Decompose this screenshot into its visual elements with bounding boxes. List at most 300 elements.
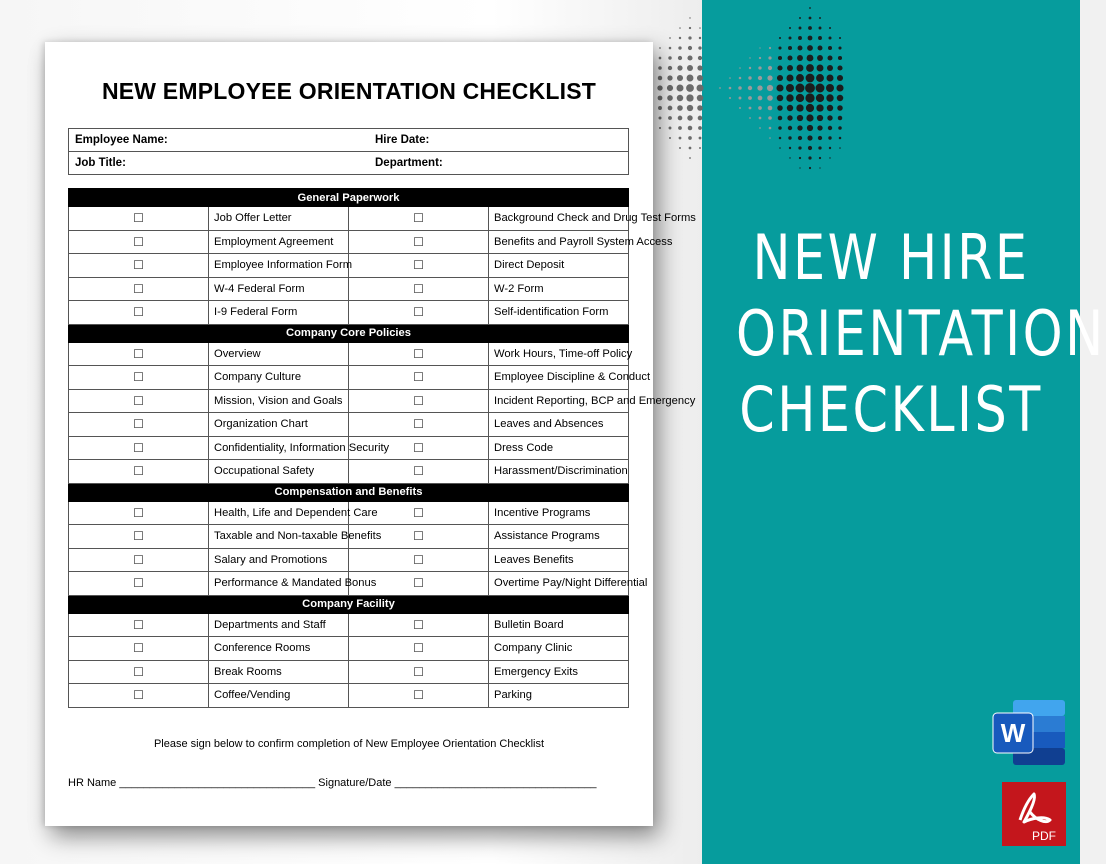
halftone-dot (677, 65, 682, 70)
checklist-item-label: Mission, Vision and Goals (209, 389, 349, 413)
halftone-dot (667, 85, 673, 91)
employee-name-field[interactable]: Employee Name: (69, 129, 370, 152)
halftone-dot (837, 75, 843, 81)
checklist-row (69, 525, 629, 549)
halftone-dot (819, 17, 821, 19)
halftone-dot (687, 65, 693, 71)
halftone-dot (687, 105, 693, 111)
halftone-dot (788, 136, 791, 139)
halftone-dot (817, 115, 823, 121)
halftone-dot (779, 147, 781, 149)
halftone-dot (808, 26, 812, 30)
halftone-dot (697, 65, 702, 70)
halftone-dot (817, 65, 824, 72)
checkbox[interactable]: ☐ (349, 548, 489, 572)
halftone-dot (777, 95, 784, 102)
halftone-dot (698, 56, 702, 60)
halftone-dot (818, 46, 823, 51)
checkbox[interactable]: ☐ (349, 230, 489, 254)
checklist-item-label: Job Offer Letter (209, 207, 349, 231)
halftone-dot (818, 36, 822, 40)
checkbox[interactable]: ☐ (349, 436, 489, 460)
halftone-dot (739, 67, 741, 69)
halftone-dot (817, 125, 822, 130)
checklist-row (69, 277, 629, 301)
halftone-dot (688, 136, 692, 140)
halftone-dot (687, 55, 692, 60)
pdf-label: PDF (1032, 829, 1056, 843)
halftone-dot (679, 27, 681, 29)
halftone-dot (667, 95, 673, 101)
section-title: General Paperwork (69, 189, 629, 207)
halftone-dot (688, 46, 692, 50)
halftone-dot (779, 137, 782, 140)
checkbox[interactable]: ☐ (349, 684, 489, 708)
checklist-item-label: Coffee/Vending (209, 684, 349, 708)
halftone-dot (749, 117, 751, 119)
halftone-dot (809, 167, 811, 169)
checklist-item-label: Emergency Exits (489, 660, 629, 684)
checklist-item-label: Performance & Mandated Bonus (209, 572, 349, 596)
halftone-dot (807, 135, 812, 140)
checklist-item-label: Overview (209, 342, 349, 366)
banner-line-2: ORIENTATION (736, 297, 1106, 370)
halftone-dot (799, 167, 800, 168)
checkbox[interactable]: ☐ (69, 613, 209, 637)
halftone-dot (777, 65, 782, 70)
halftone-dot (789, 27, 791, 29)
checkbox[interactable]: ☐ (69, 525, 209, 549)
halftone-dot (686, 84, 694, 92)
halftone-dot (738, 86, 742, 90)
halftone-dot (658, 106, 662, 110)
checkbox[interactable]: ☐ (69, 501, 209, 525)
halftone-dot (659, 57, 662, 60)
checklist-item-label: Leaves and Absences (489, 413, 629, 437)
checklist-item-label: I-9 Federal Form (209, 301, 349, 325)
halftone-dot (837, 95, 844, 102)
halftone-dot (798, 36, 802, 40)
halftone-dot (758, 76, 762, 80)
checklist-item-label: Incident Reporting, BCP and Emergency (489, 389, 629, 413)
halftone-dot (816, 94, 824, 102)
banner-line-1: NEW HIRE (752, 221, 1030, 294)
halftone-dot (678, 56, 682, 60)
halftone-dot (729, 77, 731, 79)
checklist-row (69, 436, 629, 460)
checkbox[interactable]: ☐ (349, 342, 489, 366)
word-icon (993, 698, 1067, 768)
halftone-dot (668, 56, 671, 59)
halftone-dot (767, 85, 773, 91)
checklist-item-label: Bulletin Board (489, 613, 629, 637)
halftone-dot (805, 83, 815, 93)
section-header (69, 324, 629, 342)
halftone-dot (678, 126, 682, 130)
halftone-dot (678, 116, 683, 121)
section-header (69, 595, 629, 613)
checklist-row (69, 660, 629, 684)
halftone-dot (816, 84, 825, 93)
pdf-icon (1002, 782, 1066, 846)
checklist-item-label: Employee Information Form (209, 254, 349, 278)
halftone-dot (776, 84, 783, 91)
employee-info-table (68, 128, 629, 175)
checklist-row (69, 501, 629, 525)
halftone-dot (748, 96, 752, 100)
checklist-item-label: Conference Rooms (209, 637, 349, 661)
halftone-dot (678, 46, 681, 49)
halftone-dot (748, 86, 752, 90)
checklist-item-label: W-4 Federal Form (209, 277, 349, 301)
checklist-item-label: Employment Agreement (209, 230, 349, 254)
halftone-dot (805, 93, 814, 102)
halftone-dot (786, 94, 793, 101)
checklist-row (69, 684, 629, 708)
checkbox[interactable]: ☐ (349, 460, 489, 484)
halftone-dot (787, 65, 793, 71)
checklist-item-label: Assistance Programs (489, 525, 629, 549)
halftone-dot (688, 36, 691, 39)
checkbox[interactable]: ☐ (349, 637, 489, 661)
halftone-dot (699, 27, 701, 29)
halftone-dot (827, 65, 833, 71)
halftone-dot (838, 56, 842, 60)
halftone-dot (828, 56, 833, 61)
halftone-dot (828, 126, 832, 130)
halftone-dot (798, 136, 802, 140)
checkbox[interactable]: ☐ (69, 254, 209, 278)
checklist-row (69, 613, 629, 637)
halftone-dot (786, 84, 794, 92)
halftone-dot (698, 116, 703, 121)
halftone-dot (729, 97, 731, 99)
signature-line[interactable]: HR Name ________________________________ Signature/Date _________________________________ (68, 777, 597, 789)
halftone-dot (839, 37, 841, 39)
halftone-dot (787, 115, 792, 120)
halftone-dot (658, 96, 663, 101)
halftone-dot (757, 85, 762, 90)
document-title: NEW EMPLOYEE ORIENTATION CHECKLIST (101, 78, 597, 104)
halftone-dot (669, 137, 671, 139)
halftone-dot (778, 56, 782, 60)
checklist-item-label: Self-identification Form (489, 301, 629, 325)
halftone-dot (769, 127, 772, 130)
halftone-dot (808, 36, 813, 41)
checkbox[interactable]: ☐ (349, 413, 489, 437)
checkbox[interactable]: ☐ (349, 501, 489, 525)
halftone-dot (816, 74, 824, 82)
halftone-dot (777, 105, 783, 111)
checklist-item-label: Employee Discipline & Conduct (489, 366, 629, 390)
halftone-dot (817, 55, 823, 61)
department-field[interactable]: Department: (369, 152, 629, 175)
halftone-dot (687, 75, 694, 82)
halftone-dot (809, 7, 811, 9)
checkbox[interactable]: ☐ (349, 525, 489, 549)
checklist-row (69, 254, 629, 278)
halftone-dot (798, 146, 801, 149)
checklist-item-label: Leaves Benefits (489, 548, 629, 572)
halftone-dot (749, 57, 750, 58)
checkbox[interactable]: ☐ (69, 436, 209, 460)
halftone-dot (799, 157, 801, 159)
halftone-dot (819, 27, 822, 30)
halftone-dot (739, 107, 741, 109)
checklist-row (69, 301, 629, 325)
halftone-dot (759, 117, 762, 120)
checklist-row (69, 548, 629, 572)
halftone-dot (658, 76, 662, 80)
halftone-dot (759, 127, 761, 129)
checkbox[interactable]: ☐ (349, 389, 489, 413)
halftone-dot (799, 17, 801, 19)
halftone-dot (839, 137, 842, 140)
halftone-dot (729, 87, 732, 90)
checklist-row (69, 460, 629, 484)
halftone-dot (749, 107, 752, 110)
halftone-dot (797, 125, 802, 130)
halftone-dot (739, 77, 742, 80)
checklist-item-label: Company Culture (209, 366, 349, 390)
checkbox[interactable]: ☐ (69, 660, 209, 684)
halftone-dot (758, 66, 761, 69)
halftone-dot (826, 94, 833, 101)
halftone-dot (659, 47, 661, 49)
halftone-dot (808, 156, 811, 159)
halftone-dot (797, 65, 804, 72)
checklist-item-label: Background Check and Drug Test Forms (489, 207, 629, 231)
halftone-dot (796, 74, 804, 82)
checklist-item-label: Work Hours, Time-off Policy (489, 342, 629, 366)
halftone-dot (797, 115, 803, 121)
halftone-dot (698, 46, 701, 49)
checkbox[interactable]: ☐ (69, 366, 209, 390)
halftone-dot (719, 87, 721, 89)
checklist-row (69, 207, 629, 231)
banner-heading (736, 220, 1106, 448)
checkbox[interactable]: ☐ (349, 301, 489, 325)
halftone-dot (828, 46, 832, 50)
halftone-dot (828, 136, 831, 139)
halftone-dots-decoration (620, 0, 860, 200)
halftone-dot (689, 147, 692, 150)
halftone-dot (658, 66, 662, 70)
halftone-dot (827, 115, 832, 120)
section-title: Compensation and Benefits (69, 483, 629, 501)
halftone-dot (659, 117, 662, 120)
checkbox[interactable]: ☐ (69, 548, 209, 572)
halftone-dot (748, 76, 751, 79)
halftone-dot (669, 127, 672, 130)
halftone-dot (836, 84, 843, 91)
halftone-dot (739, 97, 742, 100)
confirmation-text: Please sign below to confirm completion of New Employee Orientation Checklist (153, 738, 545, 750)
halftone-dot (829, 157, 830, 158)
halftone-dot (779, 37, 781, 39)
halftone-dot (759, 57, 761, 59)
halftone-dot (689, 17, 690, 18)
halftone-dot (669, 47, 672, 50)
halftone-dot (788, 46, 792, 50)
checkbox[interactable]: ☐ (69, 207, 209, 231)
halftone-dot (659, 127, 661, 129)
checklist-row (69, 342, 629, 366)
halftone-dot (697, 105, 703, 111)
checklist-item-label: Dress Code (489, 436, 629, 460)
halftone-dot (829, 37, 832, 40)
checkbox[interactable]: ☐ (349, 277, 489, 301)
halftone-dot (668, 106, 673, 111)
checkbox[interactable]: ☐ (349, 254, 489, 278)
section-header (69, 189, 629, 207)
checklist-row (69, 389, 629, 413)
section-header (69, 483, 629, 501)
checklist-item-label: Confidentiality, Information Security (209, 436, 349, 460)
halftone-dot (768, 116, 772, 120)
halftone-dot (769, 47, 771, 49)
checkbox[interactable]: ☐ (349, 572, 489, 596)
checkbox[interactable]: ☐ (69, 342, 209, 366)
halftone-dot (788, 56, 793, 61)
halftone-dot (688, 126, 693, 131)
halftone-dot (698, 126, 702, 130)
checklist-item-label: Taxable and Non-taxable Benefits (209, 525, 349, 549)
halftone-dot (668, 66, 672, 70)
checklist-item-label: Break Rooms (209, 660, 349, 684)
checklist-item-label: Harassment/Discrimination (489, 460, 629, 484)
halftone-dot (768, 56, 771, 59)
checklist-table (68, 188, 696, 708)
job-title-field[interactable]: Job Title: (69, 152, 370, 175)
checkbox[interactable]: ☐ (69, 413, 209, 437)
halftone-dot (806, 114, 813, 121)
word-letter: W (1000, 718, 1026, 748)
halftone-dot (697, 85, 704, 92)
checklist-row (69, 637, 629, 661)
halftone-dot (699, 137, 702, 140)
checklist-item-label: Salary and Promotions (209, 548, 349, 572)
halftone-dot (677, 105, 683, 111)
halftone-dot (697, 95, 703, 101)
halftone-dot (838, 46, 841, 49)
halftone-dot (778, 116, 783, 121)
checkbox[interactable]: ☐ (69, 460, 209, 484)
checkbox[interactable]: ☐ (69, 301, 209, 325)
halftone-dot (837, 105, 843, 111)
halftone-dot (787, 75, 794, 82)
checkbox[interactable]: ☐ (69, 637, 209, 661)
checkbox[interactable]: ☐ (349, 613, 489, 637)
halftone-dot (789, 157, 790, 158)
halftone-dot (819, 157, 821, 159)
checklist-row (69, 230, 629, 254)
checkbox[interactable]: ☐ (349, 207, 489, 231)
checklist-item-label: Company Clinic (489, 637, 629, 661)
halftone-dot (667, 75, 672, 80)
checkbox[interactable]: ☐ (69, 277, 209, 301)
halftone-dot (819, 167, 820, 168)
checklist-item-label: Organization Chart (209, 413, 349, 437)
halftone-dot (767, 95, 773, 101)
checkbox[interactable]: ☐ (69, 572, 209, 596)
halftone-dot (838, 116, 843, 121)
halftone-dot (789, 37, 792, 40)
halftone-dot (679, 37, 681, 39)
halftone-dot (677, 85, 684, 92)
halftone-dot (807, 125, 813, 131)
halftone-dot (679, 137, 682, 140)
checklist-item-label: Overtime Pay/Night Differential (489, 572, 629, 596)
halftone-dot (827, 75, 834, 82)
halftone-dot (657, 85, 662, 90)
halftone-dot (767, 75, 772, 80)
checklist-item-label: Incentive Programs (489, 501, 629, 525)
section-title: Company Facility (69, 595, 629, 613)
halftone-dot (826, 84, 834, 92)
checkbox[interactable]: ☐ (69, 389, 209, 413)
halftone-dot (788, 126, 792, 130)
checklist-row (69, 413, 629, 437)
halftone-dot (749, 67, 751, 69)
banner-line-3: CHECKLIST (739, 373, 1043, 446)
halftone-dot (797, 55, 803, 61)
halftone-dot (796, 84, 805, 93)
halftone-dot (689, 157, 691, 159)
checklist-item-label: Occupational Safety (209, 460, 349, 484)
halftone-dot (677, 95, 683, 101)
halftone-dot (807, 45, 813, 51)
halftone-dot (829, 147, 831, 149)
checklist-item-label: W-2 Form (489, 277, 629, 301)
halftone-dot (789, 147, 791, 149)
checkbox[interactable]: ☐ (349, 660, 489, 684)
halftone-dot (818, 136, 822, 140)
halftone-dot (807, 55, 814, 62)
checkbox[interactable]: ☐ (69, 684, 209, 708)
checklist-row (69, 572, 629, 596)
checklist-row (69, 366, 629, 390)
section-title: Company Core Policies (69, 324, 629, 342)
halftone-dot (759, 47, 760, 48)
halftone-dot (778, 46, 781, 49)
halftone-dot (816, 104, 823, 111)
checklist-page (45, 42, 696, 826)
halftone-dot (839, 147, 841, 149)
checkbox[interactable]: ☐ (69, 230, 209, 254)
checklist-item-label: Departments and Staff (209, 613, 349, 637)
halftone-dot (806, 74, 815, 83)
halftone-dot (799, 27, 802, 30)
halftone-dot (697, 75, 703, 81)
checklist-item-label: Direct Deposit (489, 254, 629, 278)
halftone-dot (837, 65, 842, 70)
hire-date-field[interactable]: Hire Date: (369, 129, 629, 152)
halftone-dot (829, 27, 831, 29)
halftone-dot (769, 137, 771, 139)
halftone-dot (787, 105, 793, 111)
halftone-dot (699, 147, 701, 149)
halftone-dot (827, 105, 833, 111)
halftone-dot (778, 126, 782, 130)
halftone-dot (768, 106, 773, 111)
halftone-dot (806, 64, 814, 72)
halftone-dot (669, 37, 671, 39)
checkbox[interactable]: ☐ (349, 366, 489, 390)
halftone-dot (679, 147, 681, 149)
checklist-item-label: Benefits and Payroll System Access (489, 230, 629, 254)
halftone-dot (809, 17, 812, 20)
